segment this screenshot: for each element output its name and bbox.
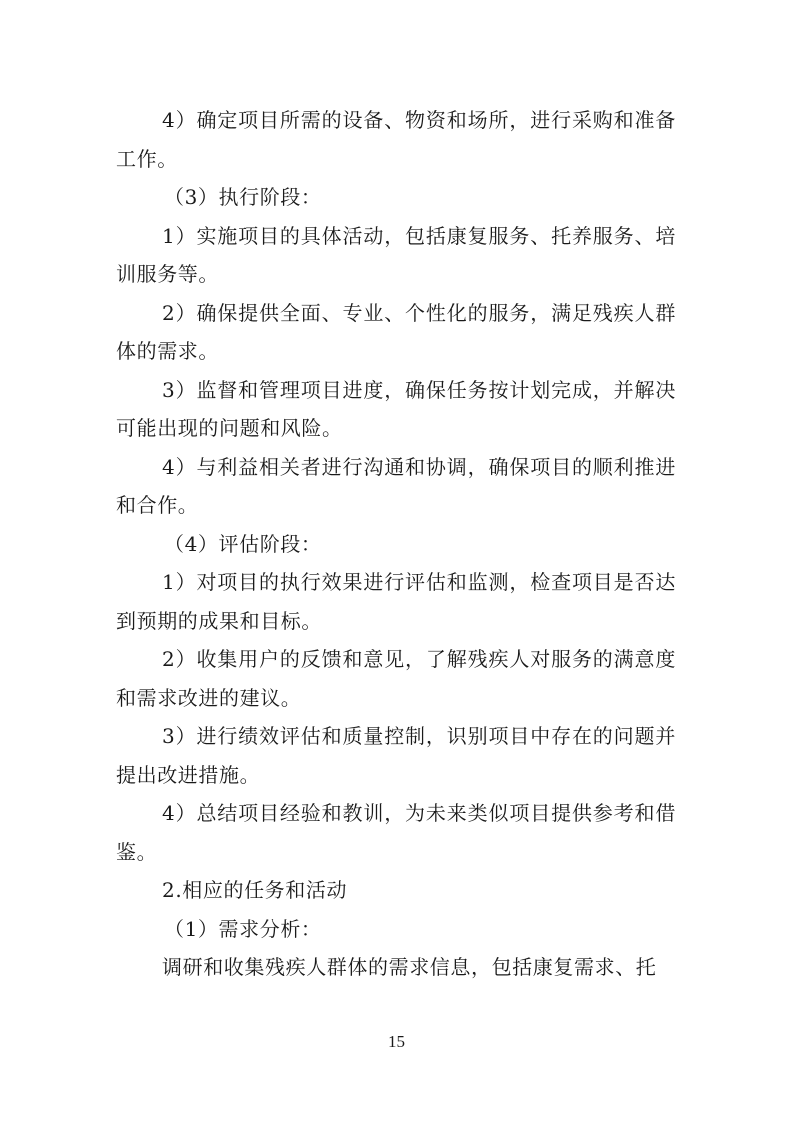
paragraph: 2）确保提供全面、专业、个性化的服务，满足残疾人群体的需求。 bbox=[116, 300, 676, 363]
paragraph: 2）收集用户的反馈和意见，了解残疾人对服务的满意度和需求改进的建议。 bbox=[116, 647, 676, 710]
section-heading: （1）需求分析： bbox=[164, 916, 322, 941]
section-heading: （3）执行阶段： bbox=[164, 185, 322, 209]
section-heading: （4）评估阶段： bbox=[164, 531, 322, 556]
paragraph: 1）对项目的执行效果进行评估和监测，检查项目是否达到预期的成果和目标。 bbox=[116, 570, 676, 633]
paragraph: 调研和收集残疾人群体的需求信息，包括康复需求、托 bbox=[162, 955, 657, 979]
paragraph: 3）进行绩效评估和质量控制，识别项目中存在的问题并提出改进措施。 bbox=[116, 724, 676, 787]
paragraph: 4）与利益相关者进行沟通和协调，确保项目的顺利推进和合作。 bbox=[116, 454, 676, 517]
paragraph: 4）总结项目经验和教训，为未来类似项目提供参考和借鉴。 bbox=[116, 801, 676, 864]
page-number: 15 bbox=[388, 1032, 405, 1051]
paragraph: 1）实施项目的具体活动，包括康复服务、托养服务、培训服务等。 bbox=[116, 223, 676, 286]
section-heading: 2.相应的任务和活动 bbox=[162, 878, 348, 902]
document-body bbox=[116, 101, 676, 987]
paragraph: 4）确定项目所需的设备、物资和场所，进行采购和准备工作。 bbox=[116, 108, 676, 171]
paragraph: 3）监督和管理项目进度，确保任务按计划完成，并解决可能出现的问题和风险。 bbox=[116, 377, 676, 440]
